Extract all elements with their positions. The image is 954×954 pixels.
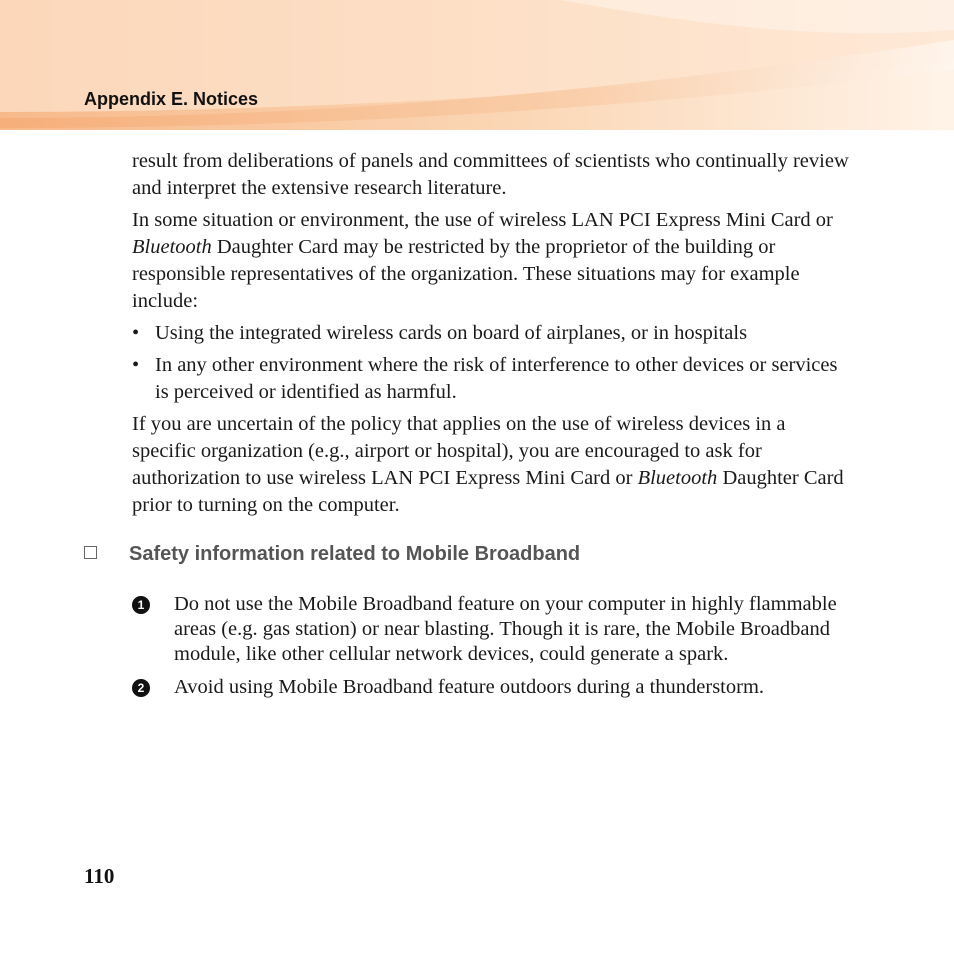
paragraph-3-text-a: If you are uncertain of the policy that applies on the use of wireless devices in a specific organization (e.g., airport or hospital), you are encouraged to ask for authorization to use wireless LAN PCI Express Mini Card or xyxy=(132,413,786,489)
list-item xyxy=(132,592,852,667)
bullet-list xyxy=(132,320,852,406)
numbered-list xyxy=(132,592,852,708)
bullet-text: In any other environment where the risk of interference to other devices or services is perceived or identified as harmful. xyxy=(155,354,838,403)
number-1-icon: 1 xyxy=(132,596,150,614)
number-2-icon: 2 xyxy=(132,679,150,697)
list-item xyxy=(132,320,852,347)
bluetooth-term: Bluetooth xyxy=(132,236,212,258)
paragraph-3 xyxy=(132,411,852,519)
square-bullet-icon xyxy=(84,546,97,559)
header-title: Appendix E. Notices xyxy=(84,89,259,109)
bullet-icon: • xyxy=(132,322,140,344)
paragraph-1: result from deliberations of panels and committees of scientists who continually review and interpret the extensive research literature. xyxy=(132,150,849,199)
section-heading xyxy=(84,543,884,566)
list-item xyxy=(132,352,852,406)
paragraph-3-text-b: Daughter Card prior to turning on the computer. xyxy=(132,467,844,516)
header-decoration xyxy=(0,0,954,130)
page-number: 110 xyxy=(84,864,115,888)
list-item-text: Avoid using Mobile Broadband feature outdoors during a thunderstorm. xyxy=(174,676,765,698)
paragraph-2 xyxy=(132,207,852,315)
bullet-icon: • xyxy=(132,354,140,376)
section-heading-text: Safety information related to Mobile Broadband xyxy=(129,543,581,565)
bluetooth-term: Bluetooth xyxy=(637,467,718,489)
paragraph-2-text-b: Daughter Card may be restricted by the proprietor of the building or responsible representatives of the organization. These situations may for example include: xyxy=(132,236,800,312)
paragraph-2-text-a: In some situation or environment, the use of wireless LAN PCI Express Mini Card or xyxy=(132,209,833,231)
body-text xyxy=(132,148,852,524)
bullet-text: Using the integrated wireless cards on board of airplanes, or in hospitals xyxy=(155,322,748,344)
list-item-text: Do not use the Mobile Broadband feature on your computer in highly flammable areas (e.g. gas station) or near blasting. Though it is rare, the Mobile Broadband module, like other cellular network devices, could generate a spark. xyxy=(174,593,837,665)
list-item xyxy=(132,675,852,700)
